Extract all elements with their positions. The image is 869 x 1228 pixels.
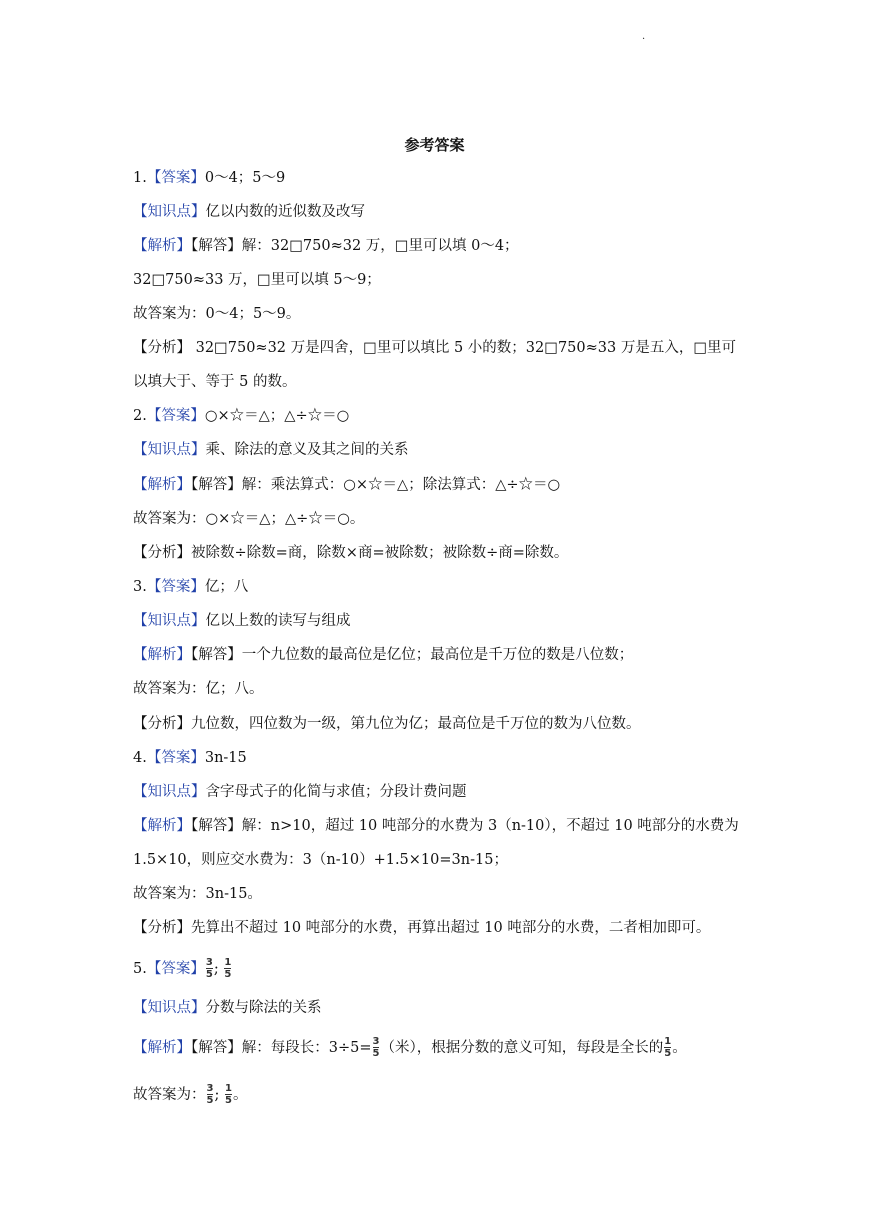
explanation-tag: 【解析】: [133, 477, 191, 493]
separator: ;: [214, 1087, 220, 1103]
knowledge-text: 含字母式子的化简与求值；分段计费问题: [205, 784, 467, 800]
explanation-cont-line: 32□750≈33 万，□里可以填 5～9；: [133, 272, 381, 288]
answer-tag: 【答案】: [146, 750, 205, 766]
answer-line-3: [133, 577, 248, 597]
answer-text: ○×☆＝△；△÷☆＝○: [204, 408, 350, 424]
explanation-text-cont: （米），根据分数的意义可知，每段是全长的: [380, 1040, 664, 1056]
analysis-tag: 【分析】: [133, 545, 191, 561]
conclusion-line-3: 故答案为：亿；八。: [133, 681, 264, 697]
fraction-1-5: $\frac{1}{5}$: [664, 1036, 672, 1059]
knowledge-text: 亿以上数的读写与组成: [205, 613, 351, 629]
explanation-line-5: [133, 1037, 687, 1059]
analysis-line-1: [133, 338, 736, 358]
answer-text: 3n-15: [204, 750, 247, 766]
knowledge-tag: 【知识点】: [133, 784, 206, 800]
analysis-text: 先算出不超过 10 吨部分的水费，再算出超过 10 吨部分的水费，二者相加即可。: [191, 920, 711, 936]
explanation-cont-line: 1.5×10，则应交水费为：3（n-10）+1.5×10=3n-15；: [133, 852, 508, 868]
solution-tag: 【解答】: [191, 647, 242, 663]
conclusion-line-5: [133, 1084, 247, 1106]
question-number: 1.: [133, 170, 147, 186]
knowledge-line-5: [133, 998, 322, 1018]
explanation-tag: 【解析】: [133, 238, 191, 254]
answer-text: 0～4；5～9: [204, 170, 286, 186]
period: 。: [672, 1040, 687, 1056]
answer-text: 亿；八: [204, 579, 249, 595]
knowledge-text: 分数与除法的关系: [205, 1000, 322, 1016]
explanation-tag: 【解析】: [133, 647, 191, 663]
header-mark: ·: [642, 34, 646, 45]
question-number: 2.: [133, 408, 147, 424]
question-number: 4.: [133, 750, 147, 766]
answer-tag: 【答案】: [146, 170, 205, 186]
explanation-line-3: [133, 645, 633, 665]
conclusion-text: 故答案为：: [133, 1087, 206, 1103]
explanation-tag: 【解析】: [133, 1040, 191, 1056]
separator: ;: [213, 961, 219, 977]
explanation-line-2: [133, 475, 560, 495]
analysis-tag: 【分析】: [133, 340, 191, 356]
answer-line-5: [133, 958, 232, 980]
knowledge-text: 亿以内数的近似数及改写: [205, 204, 365, 220]
analysis-line-3: [133, 714, 641, 734]
answer-line-1: [133, 168, 285, 188]
fraction-3-5: $\frac{3}{5}$: [205, 957, 213, 980]
solution-tag: 【解答】: [191, 818, 242, 834]
conclusion-line-2: 故答案为：○×☆＝△；△÷☆＝○。: [133, 511, 365, 527]
page-title: 参考答案: [404, 136, 465, 154]
knowledge-line-1: [133, 202, 365, 222]
question-number: 5.: [133, 961, 147, 977]
explanation-text: 解：32□750≈32 万，□里可以填 0～4；: [241, 238, 519, 254]
fraction-3-5: $\frac{3}{5}$: [372, 1036, 380, 1059]
analysis-text: 32□750≈32 万是四舍，□里可以填比 5 小的数；32□750≈33 万是五入，□里可: [191, 340, 737, 356]
conclusion-line-1: 故答案为：0～4；5～9。: [133, 306, 301, 322]
explanation-text: 一个九位数的最高位是亿位；最高位是千万位的数是八位数；: [241, 647, 634, 663]
knowledge-tag: 【知识点】: [133, 1000, 206, 1016]
explanation-line-4: [133, 816, 739, 836]
answer-line-2: [133, 406, 349, 426]
analysis-line-4: [133, 918, 710, 938]
solution-tag: 【解答】: [191, 238, 242, 254]
answer-line-4: [133, 748, 247, 768]
knowledge-tag: 【知识点】: [133, 204, 206, 220]
explanation-text: 解：乘法算式：○×☆＝△；除法算式：△÷☆＝○: [241, 477, 561, 493]
conclusion-line-4: 故答案为：3n-15。: [133, 886, 262, 902]
analysis-text: 九位数，四位数为一级，第九位为亿；最高位是千万位的数为八位数。: [191, 716, 641, 732]
explanation-line-1: [133, 236, 519, 256]
question-number: 3.: [133, 579, 147, 595]
analysis-line-2: [133, 543, 568, 563]
analysis-text: 被除数÷除数=商，除数×商=被除数；被除数÷商=除数。: [191, 545, 569, 561]
knowledge-tag: 【知识点】: [133, 613, 206, 629]
explanation-text: 解：每段长：3÷5=: [241, 1040, 372, 1056]
analysis-tag: 【分析】: [133, 716, 191, 732]
fraction-3-5: $\frac{3}{5}$: [206, 1083, 214, 1106]
solution-tag: 【解答】: [191, 1040, 242, 1056]
period: 。: [232, 1087, 248, 1103]
analysis-cont-line: 以填大于、等于 5 的数。: [133, 374, 297, 390]
explanation-text: 解：n>10，超过 10 吨部分的水费为 3（n-10），不超过 10 吨部分的水费为: [241, 818, 739, 834]
knowledge-line-4: [133, 782, 467, 802]
knowledge-text: 乘、除法的意义及其之间的关系: [205, 442, 409, 458]
knowledge-line-2: [133, 440, 409, 460]
knowledge-tag: 【知识点】: [133, 442, 206, 458]
fraction-1-5: $\frac{1}{5}$: [224, 1083, 232, 1106]
explanation-tag: 【解析】: [133, 818, 191, 834]
knowledge-line-3: [133, 611, 351, 631]
answer-tag: 【答案】: [146, 408, 205, 424]
analysis-tag: 【分析】: [133, 920, 191, 936]
answer-tag: 【答案】: [146, 579, 205, 595]
fraction-1-5: $\frac{1}{5}$: [224, 957, 232, 980]
solution-tag: 【解答】: [191, 477, 242, 493]
answer-tag: 【答案】: [146, 961, 205, 977]
